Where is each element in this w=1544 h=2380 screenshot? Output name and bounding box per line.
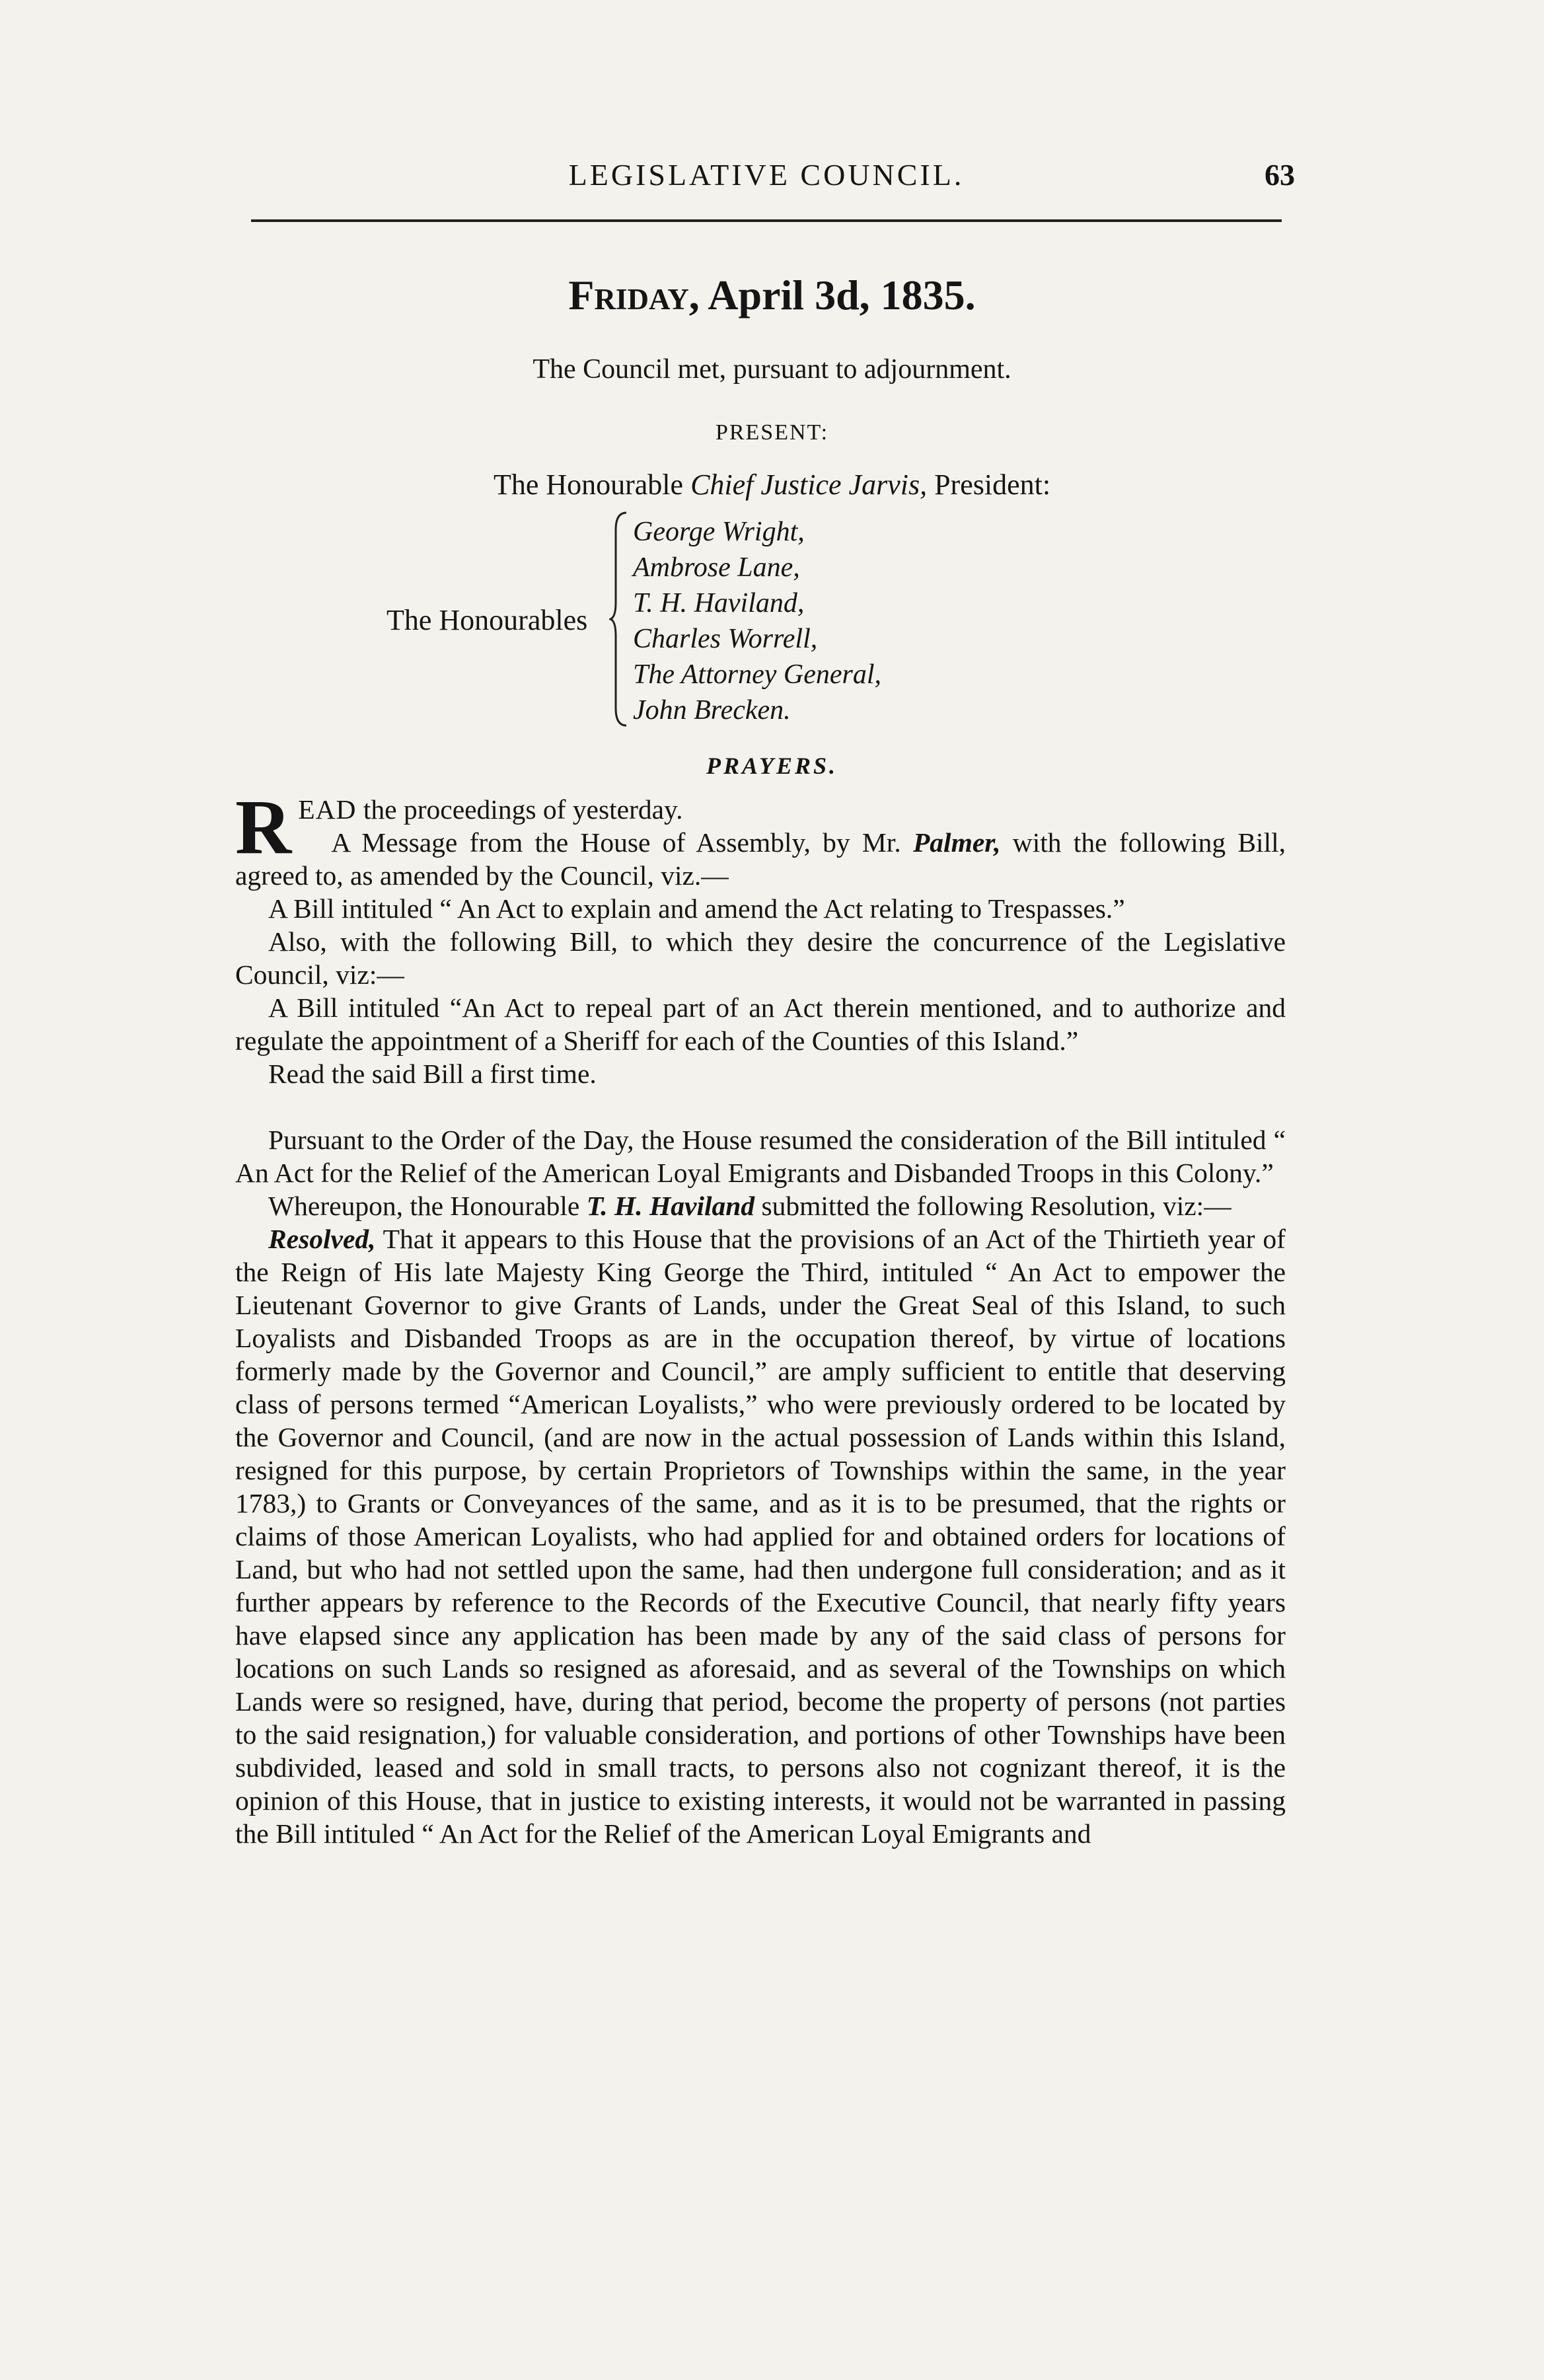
member-name-haviland: T. H. Haviland (586, 1191, 755, 1221)
page-number: 63 (1265, 158, 1295, 192)
curly-brace-icon (609, 510, 629, 728)
president-prefix: The Honourable (493, 468, 684, 501)
paragraph-text: A Message from the House of Assembly, by Mr. (331, 827, 901, 858)
day-of-week: Friday, (568, 272, 700, 318)
paragraph-text: Whereupon, the Honourable (268, 1191, 580, 1221)
president-name: Chief Justice Jarvis, (690, 468, 928, 501)
paragraph-text: That it appears to this House that the provisions of an Act of the Thirtieth year of the Reign of His late Majesty King George the Third, intituled “ An Act to empower the Lieutenant Governor to give Grants of Lands, under the Great Seal of this Island, to such Loyalists and Disbanded Troops as are in the occupation thereof, by virtue of locations formerly made by the Governor and Council,” are amply sufficient to entitle that deserving class of persons termed “American Loyalists,” who were previously ordered to be located by the Governor and Council, (and are now in the actual possession of Lands within this Island, resigned for this purpose, by certain Proprietors of Townships within the same, in the year 1783,) to Grants or Conveyances of the same, and as it is to be presumed, that the rights or claims of those American Loyalists, who had applied for and obtained orders for locations of Land, but who had not settled upon the same, had then undergone full consideration; and as it further appears by reference to the Records of the Executive Council, that nearly fifty years have elapsed since any application has been made by any of the said class of persons for locations on such Lands so resigned as aforesaid, and as several of the Townships on which Lands were so resigned, have, during that period, become the property of persons (not parties to the said resignation,) for valuable consideration, and portions of other Townships have been subdivided, leased and sold in small tracts, to persons also not cognizant thereof, it is the opinion of this House, that in justice to existing interests, it would not be warranted in passing the Bill intituled “ An Act for the Relief of the American Loyal Emigrants and (235, 1224, 1286, 1849)
drop-cap: R (235, 784, 292, 870)
resolved-lead: Resolved, (268, 1224, 376, 1254)
running-head (238, 157, 1295, 204)
paragraph-haviland (235, 1189, 1286, 1222)
member-name: The Attorney General, (633, 659, 881, 690)
paragraph-bill-sheriff: A Bill intituled “An Act to repeal part of an Act therein mentioned, and to authorize and regulate the appointment of a Sheriff for each of the Counties of this Island.” (235, 992, 1286, 1056)
honourables-label: The Honourables (386, 604, 588, 636)
date-heading (0, 271, 1544, 320)
member-name-palmer: Palmer, (912, 827, 1001, 858)
first-word: EAD (298, 794, 357, 825)
running-title: LEGISLATIVE COUNCIL. (568, 158, 965, 192)
paragraph-text: the proceedings of yesterday. (363, 794, 683, 825)
paragraph-text: submitted the following Resolution, viz:— (761, 1191, 1232, 1221)
header-rule (251, 219, 1282, 222)
member-list (633, 514, 881, 728)
paragraph-order-of-day: Pursuant to the Order of the Day, the House resumed the consideration of the Bill intituled “ An Act for the Relief of the American Loyal Emigrants and Disbanded Troops in this Colony.” (235, 1125, 1286, 1188)
met-line: The Council met, pursuant to adjournment. (533, 354, 1011, 385)
paragraph-bill-trespasses: A Bill intituled “ An Act to explain and amend the Act relating to Trespasses.” (268, 893, 1125, 924)
member-name: Charles Worrell, (633, 624, 818, 654)
date-text: April 3d, 1835. (708, 272, 976, 318)
body-text (235, 784, 1286, 1850)
president-line (0, 468, 1544, 502)
paragraph-concurrence: Also, with the following Bill, to which they desire the concurrence of the Legislative Council, viz:— (235, 926, 1286, 990)
member-name: George Wright, (633, 517, 805, 547)
prayers-heading: PRAYERS. (706, 753, 838, 779)
member-name: T. H. Haviland, (633, 588, 805, 618)
paragraph-text: with the following Bill, agreed to, as amended by the Council, viz.— (235, 827, 1286, 891)
present-label: PRESENT: (715, 420, 829, 445)
paragraph-first-reading: Read the said Bill a first time. (268, 1059, 597, 1089)
president-title: President: (934, 468, 1051, 501)
member-name: John Brecken. (633, 695, 791, 725)
paragraph-resolution (235, 1222, 1286, 1850)
paragraph-message (235, 826, 1286, 892)
member-name: Ambrose Lane, (633, 552, 800, 583)
